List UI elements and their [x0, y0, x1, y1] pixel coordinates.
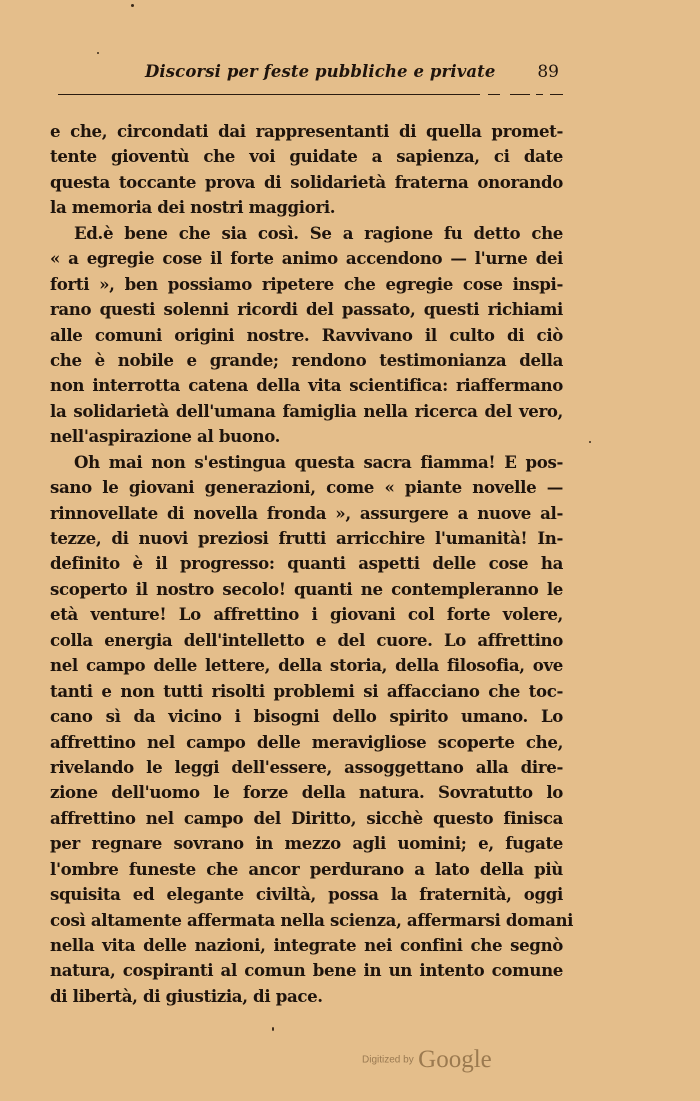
- text-line: e che, circondati dai rappresentanti di quella promet-: [50, 121, 563, 141]
- text-line: nell'aspirazione al buono.: [50, 426, 281, 447]
- text-line: tanti e non tutti risolti problemi si affacciano che toc-: [50, 680, 563, 701]
- rule-gap: [480, 92, 488, 97]
- text-line: che è nobile e grande; rendono testimonianza della: [50, 349, 563, 370]
- speck: [97, 52, 99, 54]
- text-line: colla energia dell'intelletto e del cuore. Lo affrettino: [50, 629, 563, 650]
- text-line: definito è il progresso: quanti aspetti delle cose ha: [50, 553, 563, 574]
- watermark-prefix: Digitized by: [362, 1054, 414, 1066]
- text-line: affrettino nel campo del Diritto, sicchè questo finisca: [50, 807, 563, 828]
- text-line: squisita ed elegante civiltà, possa la fraternità, oggi: [50, 884, 563, 905]
- text-line: scoperto il nostro secolo! quanti ne contempleranno le: [50, 578, 563, 599]
- text-line: nel campo delle lettere, della storia, della filosofia, ove: [50, 655, 563, 676]
- text-line: la memoria dei nostri maggiori.: [50, 197, 336, 218]
- text-line: questa toccante prova di solidarietà fraterna onorando: [50, 171, 563, 192]
- text-line: tente gioventù che voi guidate a sapienza, ci date: [50, 146, 563, 167]
- text-line: rivelando le leggi dell'essere, assoggettano alla dire-: [50, 756, 563, 777]
- text-line: così altamente affermata nella scienza, affermarsi domani: [50, 909, 574, 930]
- text-line: sano le giovani generazioni, come « piante novelle —: [50, 477, 563, 498]
- text-line: non interrotta catena della vita scientifica: riaffermano: [50, 375, 563, 396]
- text-line: rano questi solenni ricordi del passato, questi richiami: [50, 299, 563, 320]
- text-line: per regnare sovrano in mezzo agli uomini; e, fugate: [50, 833, 563, 854]
- text-line: rinnovellate di novella fronda », assurgere a nuove al-: [50, 502, 563, 523]
- text-line: di libertà, di giustizia, di pace.: [50, 985, 323, 1006]
- text-line: « a egregie cose il forte animo accendono — l'urne dei: [50, 248, 563, 269]
- text-line: età venture! Lo affrettino i giovani col forte volere,: [50, 604, 563, 625]
- speck: [272, 1027, 274, 1031]
- text-line: l'ombre funeste che ancor perdurano a lato della più: [50, 858, 563, 879]
- google-logo: Google: [418, 1046, 492, 1073]
- speck: [589, 441, 591, 443]
- text-line: la solidarietà dell'umana famiglia nella ricerca del vero,: [50, 400, 563, 421]
- text-line: Oh mai non s'estingua questa sacra fiamma! E pos-: [74, 451, 563, 472]
- rule-gap: [500, 92, 510, 97]
- body-text: [50, 119, 574, 1009]
- running-title: Discorsi per feste pubbliche e private: [145, 62, 496, 81]
- page-header: [50, 62, 563, 88]
- text-line: affrettino nel campo delle meravigliose scoperte che,: [50, 731, 563, 752]
- text-line: alle comuni origini nostre. Ravvivano il culto di ciò: [50, 324, 563, 345]
- digitized-by-google-watermark: [362, 1046, 492, 1074]
- page-number: 89: [537, 62, 559, 82]
- text-line: cano sì da vicino i bisogni dello spirito umano. Lo: [50, 706, 563, 727]
- rule-gap: [530, 92, 536, 97]
- text-line: nella vita delle nazioni, integrate nei confini che segnò: [50, 935, 563, 955]
- text-line: forti », ben possiamo ripetere che egregie cose inspi-: [50, 273, 563, 294]
- text-line: natura, cospiranti al comun bene in un intento comune: [50, 960, 563, 981]
- rule-gap: [543, 92, 550, 97]
- speck: [131, 4, 134, 7]
- text-line: zione dell'uomo le forze della natura. Sovratutto lo: [50, 782, 563, 803]
- text-line: Ed.è bene che sia così. Se a ragione fu detto che: [74, 222, 563, 243]
- text-line: tezze, di nuovi preziosi frutti arricchire l'umanità! In-: [50, 528, 563, 548]
